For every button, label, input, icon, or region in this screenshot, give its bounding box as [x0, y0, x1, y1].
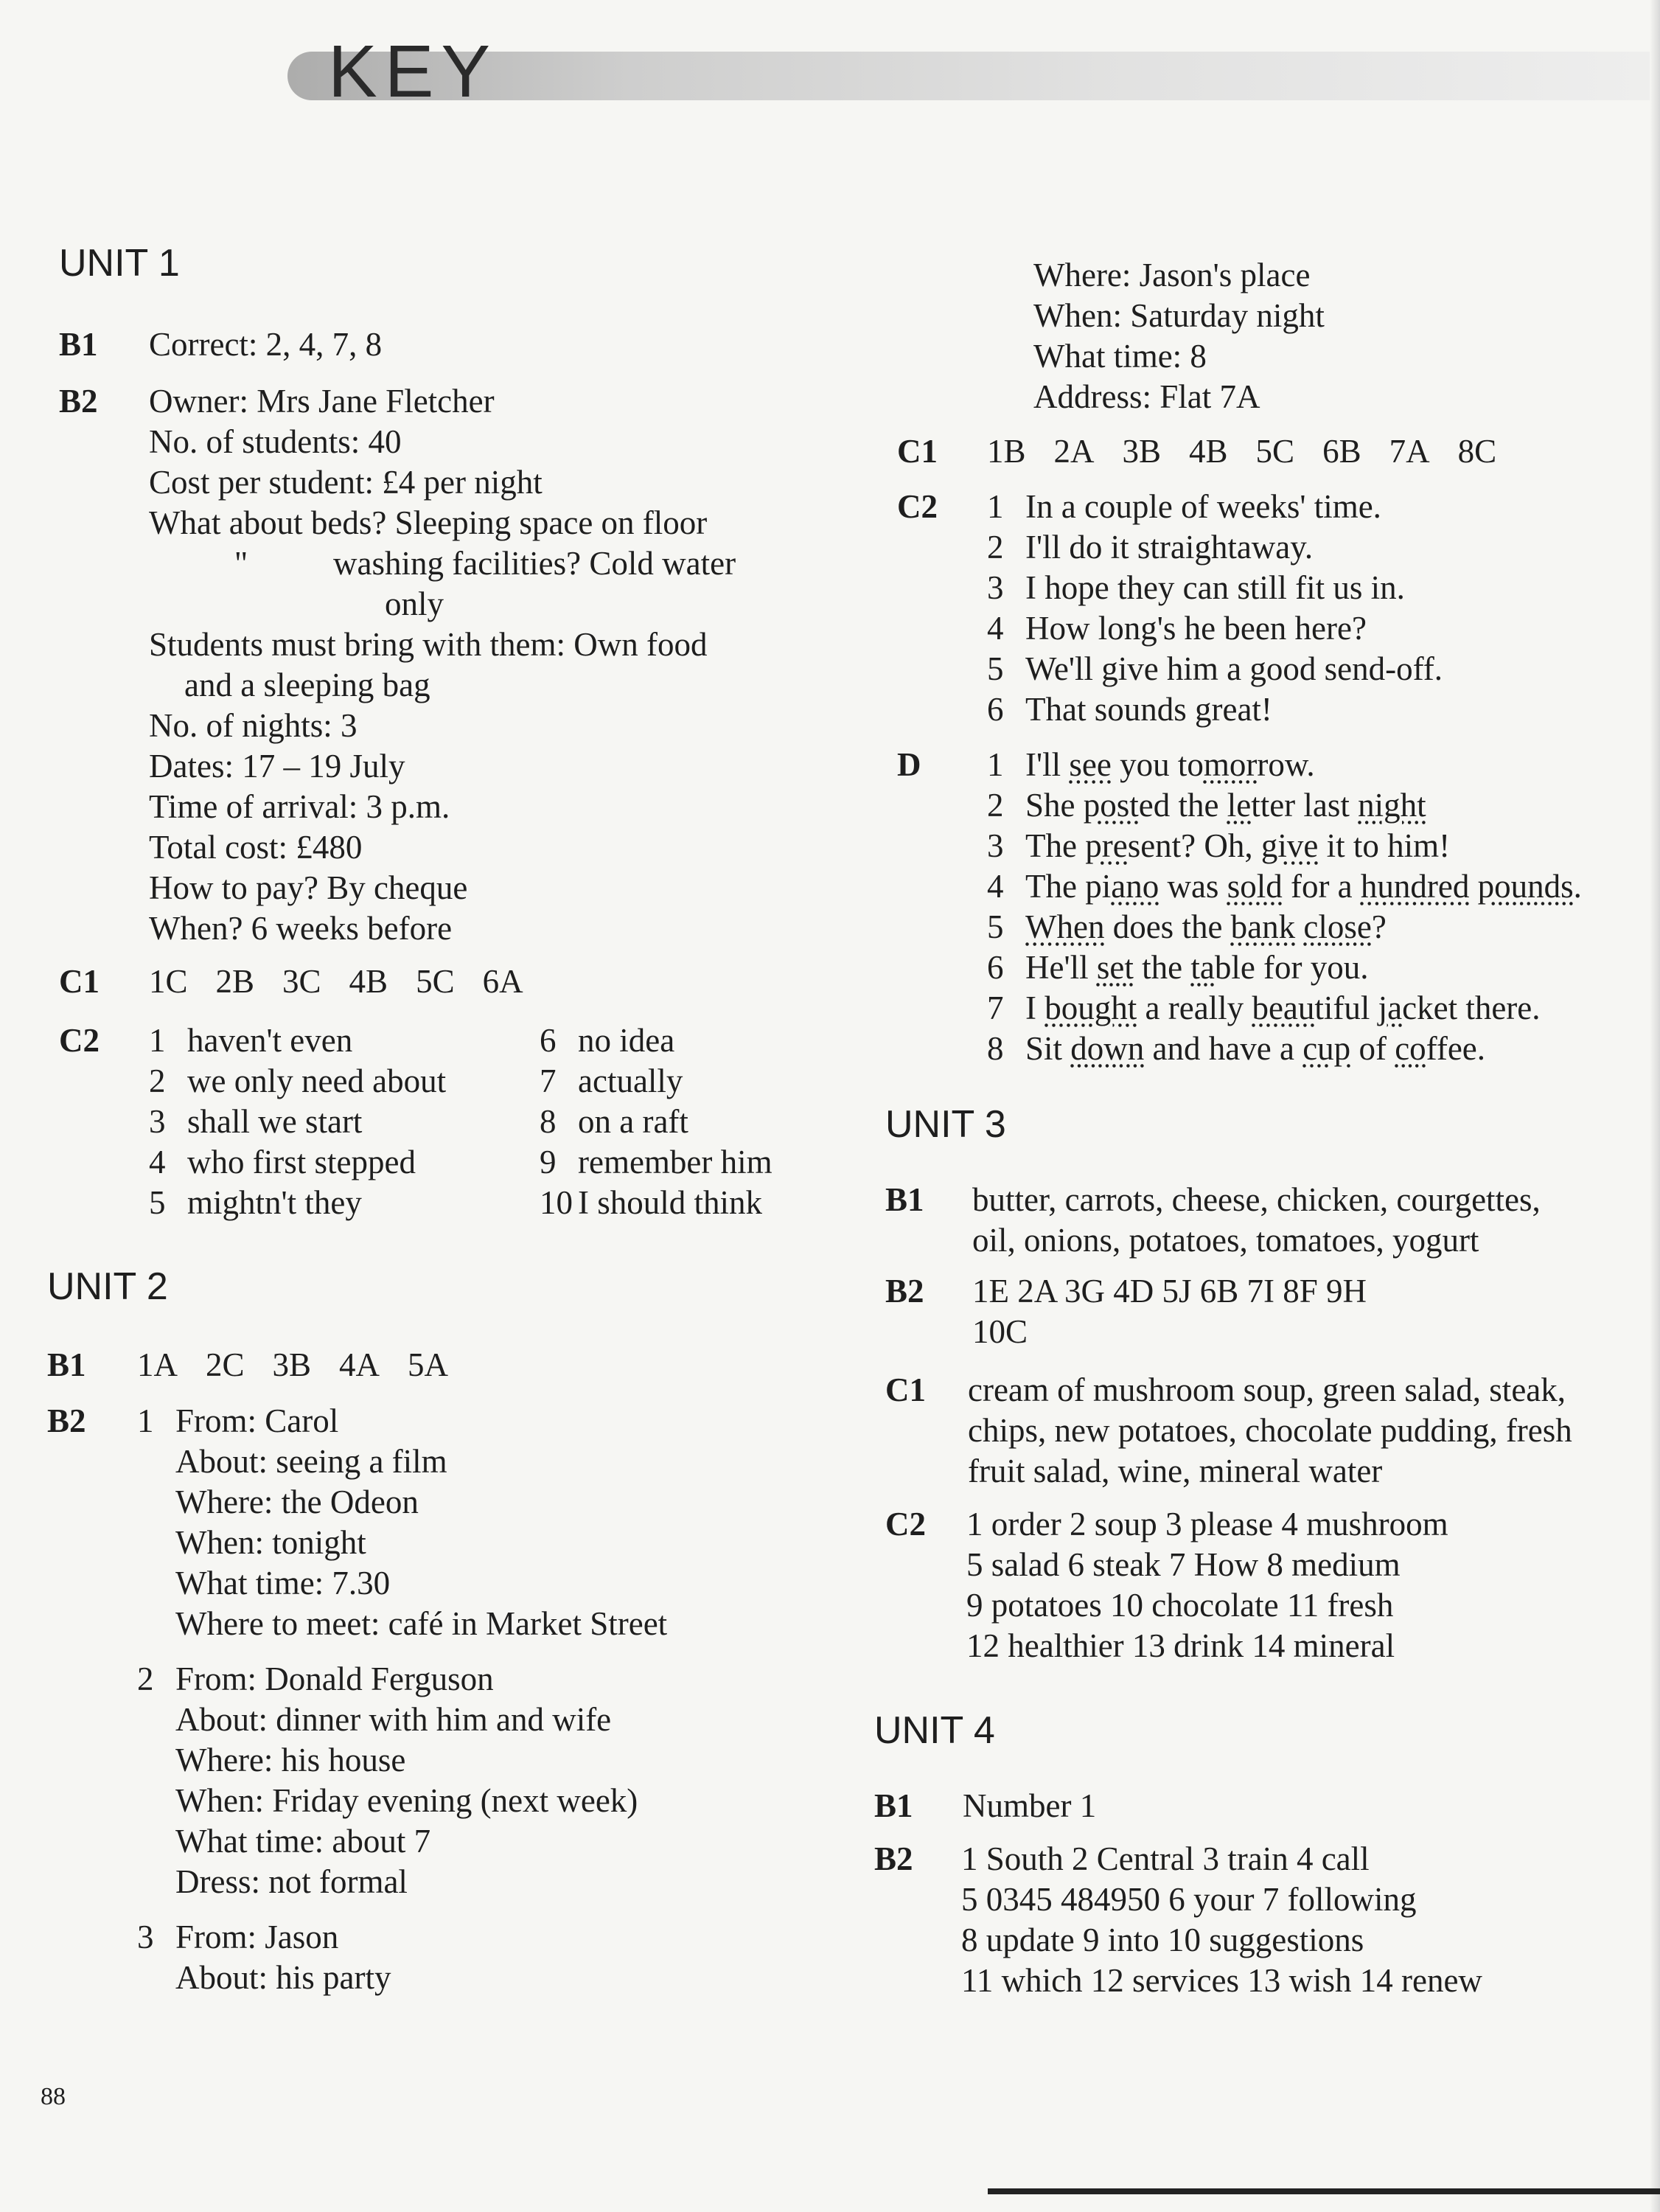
answer-line: Students must bring with them: Own food [149, 626, 708, 663]
section-label: B1 [59, 326, 98, 363]
answer-line [149, 543, 736, 584]
section-label: D [897, 746, 921, 783]
answer-item [987, 608, 1443, 649]
answer-line [137, 1659, 667, 1700]
item-number: 7 [987, 990, 1004, 1026]
answer-item [540, 1142, 834, 1183]
ditto-mark: " [234, 545, 248, 582]
item-number: 6 [987, 691, 1004, 728]
answer-text: About: seeing a film [175, 1443, 447, 1480]
answer-line: Total cost: £480 [149, 829, 363, 866]
stressed-syllable: post [1083, 787, 1139, 824]
item-number: 2 [137, 1660, 154, 1697]
answer-item [987, 689, 1443, 730]
section-label: C1 [59, 963, 100, 1000]
stressed-syllable: see [1069, 746, 1112, 783]
answer-line: 8 update 9 into 10 suggestions [961, 1921, 1364, 1958]
text-segment: ed the [1138, 787, 1227, 824]
unit1-b1 [59, 324, 382, 365]
unit2-b1 [47, 1345, 476, 1385]
answer-line: Where: Jason's place [1033, 257, 1311, 293]
item-number: 1 [137, 1402, 154, 1439]
answer-line: When? 6 weeks before [149, 910, 453, 947]
answer-item [540, 1102, 834, 1142]
section-body [966, 1504, 1448, 1666]
answer: 3B [272, 1346, 312, 1383]
text-segment: ble for you. [1214, 949, 1369, 986]
text-segment: The [1025, 827, 1086, 864]
stressed-syllable: bought [1045, 990, 1137, 1026]
answer-item [987, 907, 1582, 947]
unit1-b2 [59, 381, 736, 949]
answer: 4B [349, 963, 388, 1000]
text-segment: cket there. [1402, 990, 1541, 1026]
answer-line: Cost per student: £4 per night [149, 464, 543, 501]
answer: 1A [137, 1346, 178, 1383]
answer: 2B [215, 963, 255, 1000]
answer-line: oil, onions, potatoes, tomatoes, yogurt [972, 1222, 1479, 1259]
text-segment: it to him! [1318, 827, 1451, 864]
answer-item [987, 785, 1582, 826]
text-segment: and have a [1144, 1030, 1303, 1067]
section-label: B1 [47, 1346, 86, 1383]
answer-item [987, 568, 1443, 608]
item-text: How long's he been here? [1025, 610, 1367, 647]
item-text: who first stepped [187, 1144, 416, 1180]
text-segment: Sit [1025, 1030, 1071, 1067]
answer-line [137, 1700, 667, 1740]
answer-line [137, 1563, 667, 1604]
text-segment: does the [1104, 908, 1231, 945]
text-segment: I'll [1025, 746, 1070, 783]
stressed-syllable: set [1096, 949, 1134, 986]
answer-line [137, 1958, 667, 1998]
item-number: 1 [149, 1022, 166, 1059]
answer-item [149, 1020, 540, 1061]
item-text: I'll do it straightaway. [1025, 529, 1314, 566]
item-number: 8 [987, 1030, 1004, 1067]
section-body [149, 324, 382, 365]
item-text: no idea [578, 1022, 675, 1059]
answer: 6A [482, 963, 523, 1000]
section-body [963, 1786, 1096, 1826]
section-label: C2 [897, 488, 938, 525]
item-number: 1 [987, 488, 1004, 525]
answer-text: Dress: not formal [175, 1863, 408, 1900]
answer-text: When: Friday evening (next week) [175, 1782, 638, 1819]
text-segment: you to [1111, 746, 1204, 783]
answer-item [149, 1142, 540, 1183]
page-edge-shadow [1650, 0, 1660, 2212]
unit1-c2 [59, 1020, 834, 1223]
item-number: 5 [987, 908, 1004, 945]
answer-line: 10C [972, 1313, 1028, 1350]
text-segment: was [1159, 868, 1227, 905]
item-text: we only need about [187, 1062, 447, 1099]
stressed-syllable: sold [1227, 868, 1283, 905]
answer-text: About: his party [175, 1959, 391, 1996]
item-number: 9 [540, 1144, 557, 1180]
answer-line: Time of arrival: 3 p.m. [149, 788, 450, 825]
unit2-b2-item3-continued [1033, 255, 1325, 417]
page-number: 88 [41, 2083, 66, 2110]
text-segment: ffee. [1426, 1030, 1486, 1067]
section-label: B2 [885, 1273, 924, 1310]
answer: 7A [1389, 433, 1430, 470]
answer: 4A [339, 1346, 380, 1383]
section-body [149, 1020, 834, 1223]
item-number: 2 [987, 787, 1004, 824]
answer-continuation: only [385, 585, 444, 622]
stressed-syllable: hundred [1360, 868, 1470, 905]
stressed-syllable: beau [1252, 990, 1315, 1026]
answer-item [987, 826, 1582, 866]
answer-line: 12 healthier 13 drink 14 mineral [966, 1627, 1395, 1664]
item-number: 3 [137, 1919, 154, 1955]
item-number: 8 [540, 1103, 557, 1140]
unit3-c1 [885, 1370, 1572, 1492]
answer-item [987, 866, 1582, 907]
text-segment: ? [1371, 908, 1387, 945]
unit3-c2 [885, 1504, 1448, 1666]
item-number: 3 [987, 827, 1004, 864]
answer-item [987, 1029, 1582, 1069]
answer-line [137, 1781, 667, 1821]
answer-item [987, 527, 1443, 568]
text-segment: the [1133, 949, 1191, 986]
section-label: B2 [874, 1840, 913, 1877]
section-body [987, 745, 1582, 1069]
item-text: I hope they can still fit us in. [1025, 569, 1405, 606]
item-number: 6 [987, 949, 1004, 986]
answer-line [137, 1523, 667, 1563]
answer-line: No. of nights: 3 [149, 707, 358, 744]
answer-text: From: Donald Ferguson [175, 1660, 494, 1697]
sub-item [137, 1659, 667, 1902]
answer-item [987, 947, 1582, 988]
answer: 5C [1255, 433, 1295, 470]
answer-text: What time: about 7 [175, 1823, 431, 1860]
answer: 8C [1457, 433, 1497, 470]
answer-line: What time: 8 [1033, 338, 1207, 375]
answer-line: Owner: Mrs Jane Fletcher [149, 383, 495, 420]
text-segment: tiful [1314, 990, 1378, 1026]
text-segment: for a [1282, 868, 1361, 905]
bottom-rule [988, 2188, 1660, 2194]
text-segment: a really [1137, 990, 1252, 1026]
answer: 3B [1122, 433, 1162, 470]
answer-continuation: and a sleeping bag [184, 667, 430, 703]
text-segment: tter last [1251, 787, 1359, 824]
text-segment [1295, 908, 1303, 945]
answer-item [987, 649, 1443, 689]
answer-line: Number 1 [963, 1787, 1097, 1824]
text-segment: row. [1257, 746, 1315, 783]
stressed-syllable: night [1358, 787, 1426, 824]
answer: 5C [416, 963, 455, 1000]
answer-line: 1 South 2 Central 3 train 4 call [961, 1840, 1370, 1877]
answer-text: Where: his house [175, 1742, 406, 1778]
answer-line: No. of students: 40 [149, 423, 402, 460]
unit-4-heading: UNIT 4 [874, 1709, 995, 1752]
item-number: 4 [149, 1144, 166, 1180]
section-label: C2 [885, 1506, 926, 1543]
answer-line: 9 potatoes 10 chocolate 11 fresh [966, 1587, 1394, 1624]
answer-line: When: Saturday night [1033, 297, 1325, 334]
answer-line: chips, new potatoes, chocolate pudding, fresh [968, 1412, 1572, 1449]
answer-line [137, 1441, 667, 1482]
item-text: on a raft [578, 1103, 688, 1140]
item-number: 7 [540, 1062, 557, 1099]
answer-line [137, 1740, 667, 1781]
item-number: 4 [987, 868, 1004, 905]
unit2-b2 [47, 1401, 667, 2013]
answer-line: 1E 2A 3G 4D 5J 6B 7I 8F 9H [972, 1273, 1367, 1310]
item-text: actually [578, 1062, 683, 1099]
answer-item [987, 745, 1582, 785]
unit4-b1 [874, 1786, 1096, 1826]
answer-line: How to pay? By cheque [149, 869, 468, 906]
unit4-b2 [874, 1839, 1482, 2001]
stressed-syllable: ta [1190, 949, 1215, 986]
answer-item [149, 1183, 540, 1223]
unit-1-heading: UNIT 1 [59, 242, 180, 285]
answer-line: fruit salad, wine, mineral water [968, 1453, 1383, 1489]
answer-line: Address: Flat 7A [1033, 378, 1260, 415]
answer-line: What about beds? Sleeping space on floor [149, 504, 708, 541]
stressed-syllable: When [1025, 908, 1105, 945]
section-body [137, 1401, 667, 1998]
section-body [137, 1345, 476, 1385]
text-segment: I [1025, 990, 1045, 1026]
section-body [968, 1370, 1572, 1492]
item-number: 2 [987, 529, 1004, 566]
section-body [972, 1271, 1367, 1352]
text-segment: The pi [1025, 868, 1112, 905]
stressed-syllable: pounds [1477, 868, 1574, 905]
answer-line: 5 0345 484950 6 your 7 following [961, 1881, 1417, 1918]
sub-item [137, 1917, 667, 1998]
text-segment [1469, 868, 1477, 905]
stressed-syllable: close [1303, 908, 1372, 945]
item-text: remember him [578, 1144, 773, 1180]
unit3-b2 [885, 1271, 1367, 1352]
item-text: haven't even [187, 1022, 353, 1059]
answer-line [137, 1917, 667, 1958]
sub-item [137, 1401, 667, 1644]
item-text: That sounds great! [1025, 691, 1272, 728]
text-segment: He'll [1025, 949, 1097, 986]
answer-line: 5 salad 6 steak 7 How 8 medium [966, 1546, 1401, 1583]
answer-item [987, 487, 1443, 527]
answer-item [149, 1102, 540, 1142]
answer-line: 11 which 12 services 13 wish 14 renew [961, 1962, 1482, 1999]
section-label: B1 [885, 1181, 924, 1218]
unit3-b1 [885, 1180, 1541, 1261]
section-label: C2 [59, 1022, 100, 1059]
answer-line [137, 1862, 667, 1902]
answer: 2C [206, 1346, 245, 1383]
item-number: 5 [987, 650, 1004, 687]
stressed-syllable: co [1395, 1030, 1426, 1067]
answer-line: Correct: 2, 4, 7, 8 [149, 326, 383, 363]
answer: 1B [987, 433, 1026, 470]
item-text: In a couple of weeks' time. [1025, 488, 1381, 525]
stressed-syllable: ja [1378, 990, 1403, 1026]
item-number: 10 [540, 1184, 573, 1221]
text-segment: sent? Oh, [1127, 827, 1261, 864]
section-label: B2 [59, 383, 98, 420]
item-number: 6 [540, 1022, 557, 1059]
section-label: C1 [885, 1371, 926, 1408]
item-text: shall we start [187, 1103, 363, 1140]
section-label: B1 [874, 1787, 913, 1824]
answer-text: What time: 7.30 [175, 1565, 391, 1601]
answer: 1C [149, 963, 188, 1000]
answer-line [137, 1821, 667, 1862]
answer-line: Dates: 17 – 19 July [149, 748, 405, 785]
unit-3-heading: UNIT 3 [885, 1103, 1006, 1146]
answer-text: About: dinner with him and wife [175, 1701, 612, 1738]
text-segment: of [1350, 1030, 1395, 1067]
answer: 6B [1322, 433, 1361, 470]
section-body [149, 961, 551, 1002]
answer-item [540, 1183, 834, 1223]
answer-text: When: tonight [175, 1524, 366, 1561]
answer-line [137, 1482, 667, 1523]
stressed-syllable: le [1227, 787, 1252, 824]
unit-2-heading: UNIT 2 [47, 1265, 168, 1308]
text-segment: She [1025, 787, 1084, 824]
answer-item [149, 1061, 540, 1102]
section-label: B2 [47, 1402, 86, 1439]
answer-text: Where: the Odeon [175, 1484, 419, 1520]
answer-line [137, 1401, 667, 1441]
stressed-syllable: give [1260, 827, 1319, 864]
unit2-d [897, 745, 1582, 1069]
stressed-syllable: pre [1085, 827, 1128, 864]
item-number: 2 [149, 1062, 166, 1099]
stressed-syllable: cup [1302, 1030, 1351, 1067]
answer: 5A [408, 1346, 449, 1383]
item-text: We'll give him a good send-off. [1025, 650, 1443, 687]
unit2-c2 [897, 487, 1443, 730]
section-body [149, 381, 736, 949]
section-body [987, 431, 1524, 472]
answer-item [540, 1061, 834, 1102]
answer-line: 1 order 2 soup 3 please 4 mushroom [966, 1506, 1448, 1543]
answer-line [137, 1604, 667, 1644]
stressed-syllable: ano [1111, 868, 1159, 905]
answer-text: Where to meet: café in Market Street [175, 1605, 668, 1642]
answer-line: cream of mushroom soup, green salad, steak, [968, 1371, 1566, 1408]
page-title: KEY [328, 30, 498, 113]
answer-item [540, 1020, 834, 1061]
answer-text: From: Carol [175, 1402, 339, 1439]
item-number: 1 [987, 746, 1004, 783]
answer: 3C [282, 963, 321, 1000]
section-body [1033, 255, 1325, 417]
answer: 2A [1053, 433, 1095, 470]
stressed-syllable: bank [1230, 908, 1296, 945]
answer-line: butter, carrots, cheese, chicken, courgettes, [972, 1181, 1541, 1218]
section-body [987, 487, 1443, 730]
item-text: I should think [578, 1184, 763, 1221]
answer-item [987, 988, 1582, 1029]
stressed-syllable: down [1070, 1030, 1145, 1067]
section-label: C1 [897, 433, 938, 470]
unit2-c1 [897, 431, 1524, 472]
item-number: 3 [987, 569, 1004, 606]
answer: 4B [1189, 433, 1228, 470]
answer-text: washing facilities? Cold water [333, 545, 736, 582]
section-body [961, 1839, 1482, 2001]
text-segment: . [1573, 868, 1582, 905]
item-number: 5 [149, 1184, 166, 1221]
stressed-syllable: mor [1203, 746, 1258, 783]
item-number: 3 [149, 1103, 166, 1140]
item-number: 4 [987, 610, 1004, 647]
answer-text: From: Jason [175, 1919, 339, 1955]
section-body [972, 1180, 1541, 1261]
item-text: mightn't they [187, 1184, 362, 1221]
unit1-c1 [59, 961, 551, 1002]
